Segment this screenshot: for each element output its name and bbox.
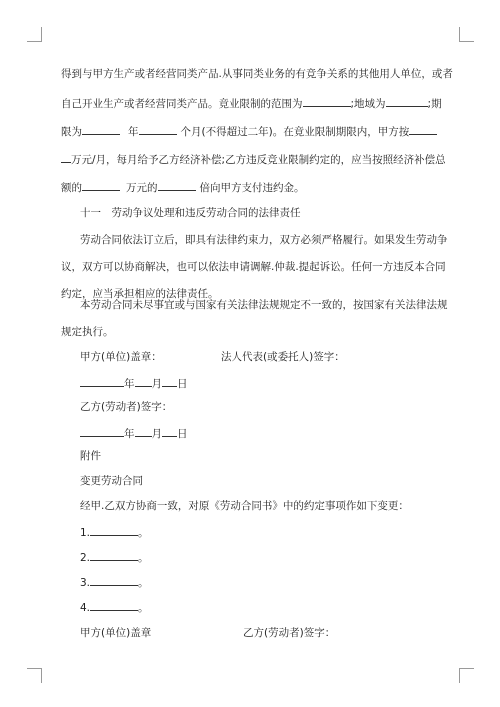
blank-years-field[interactable] [82, 123, 120, 135]
clause-text: ;期 [427, 98, 442, 110]
section-11-paragraph-1-line-2: 议，双方可以协商解决，也可以依法申请调解.仲裁.提起诉讼。任何一方违反本合同 [61, 261, 446, 273]
crop-mark-bottom-right [459, 668, 474, 683]
date-year-field[interactable] [80, 375, 124, 387]
clause-text: 个月(不得超过二年)。在竟业限制期限内，甲方按 [180, 126, 410, 138]
day-label: 日 [177, 378, 188, 390]
date-month-field[interactable] [135, 375, 152, 387]
blank-compensation-rate-field[interactable] [409, 123, 437, 135]
clause-text: 得到与甲方生产或者经营同类产品.从事同类业务的有竞争关系的其他用人单位，或者 [61, 68, 453, 80]
clause-text: 万元的 [126, 182, 158, 194]
party-a-date-line [80, 375, 188, 391]
blank-scope-field[interactable] [303, 95, 351, 107]
clause-text: 年 [128, 126, 139, 138]
change-item-4 [80, 599, 149, 615]
item-number: 3. [80, 577, 91, 589]
appendix-party-b-signature-label: 乙方(劳动者)签字： [243, 627, 336, 639]
date-month-field[interactable] [135, 425, 152, 437]
item-number: 2. [80, 552, 91, 564]
blank-months-field[interactable] [139, 123, 177, 135]
section-11-heading: 十一 劳动争议处理和违反劳动合同的法律责任 [80, 207, 301, 219]
item-number: 1. [80, 527, 91, 539]
blank-region-field[interactable] [386, 95, 428, 107]
day-label: 日 [177, 428, 188, 440]
change-item-1 [80, 524, 149, 540]
clause-line-5 [61, 179, 305, 195]
item-end-mark: 。 [138, 577, 149, 589]
section-11-paragraph-2-line-2: 规定执行。 [61, 326, 114, 338]
item-number: 4. [80, 602, 91, 614]
clause-text: ;地域为 [350, 98, 386, 110]
date-year-field[interactable] [80, 425, 124, 437]
appendix-party-a-seal-label: 甲方(单位)盖章 [80, 627, 152, 639]
month-label: 月 [151, 378, 162, 390]
clause-line-2 [61, 95, 442, 111]
appendix-title: 附件 [80, 450, 101, 462]
party-a-seal-label: 甲方(单位)盖章： [80, 351, 162, 363]
change-item-field[interactable] [90, 524, 138, 536]
clause-line-3 [61, 123, 437, 139]
clause-text: 额的 [61, 182, 82, 194]
clause-line-4 [61, 151, 446, 167]
change-item-field[interactable] [90, 574, 138, 586]
crop-mark-top-left [27, 27, 42, 42]
appendix-subtitle: 变更劳动合同 [80, 475, 143, 487]
month-label: 月 [151, 428, 162, 440]
date-day-field[interactable] [162, 375, 177, 387]
appendix-intro: 经甲.乙双方协商一致，对原《劳动合同书》中的约定事项作如下变更： [80, 500, 409, 512]
date-day-field[interactable] [162, 425, 177, 437]
change-item-field[interactable] [90, 549, 138, 561]
item-end-mark: 。 [138, 552, 149, 564]
clause-text: 万元/月，每月给予乙方经济补偿;乙方违反竞业限制约定的，应当按照经济补偿总 [71, 154, 446, 166]
blank-penalty-multiple-field[interactable] [158, 179, 196, 191]
blank-total-compensation-field[interactable] [82, 179, 120, 191]
clause-text: 限为 [61, 126, 82, 138]
section-11-paragraph-1-line-3: 约定，应当承担相应的法律责任。 [61, 288, 219, 300]
item-end-mark: 。 [138, 602, 149, 614]
item-end-mark: 。 [138, 527, 149, 539]
section-11-paragraph-1-line-1: 劳动合同依法订立后，即具有法律约束力，双方必须严格履行。如果发生劳动争 [80, 234, 448, 246]
change-item-2 [80, 549, 149, 565]
party-b-signature-label: 乙方(劳动者)签字： [80, 401, 173, 413]
year-label: 年 [124, 378, 135, 390]
section-11-paragraph-2-line-1: 本劳动合同未尽事宜或与国家有关法律法规规定不一致的，按国家有关法律法规 [80, 299, 448, 311]
clause-line-1 [61, 67, 453, 81]
clause-text: 自己开业生产或者经营同类产品。竟业限制的范围为 [61, 98, 303, 110]
crop-mark-top-right [459, 27, 474, 42]
party-b-date-line [80, 425, 188, 441]
year-label: 年 [124, 428, 135, 440]
crop-mark-bottom-left [27, 668, 42, 683]
clause-text: 倍向甲方支付违约金。 [199, 182, 305, 194]
change-item-field[interactable] [90, 599, 138, 611]
legal-representative-signature-label: 法人代表(或委托人)签字： [221, 351, 345, 363]
blank-compensation-amount-field[interactable] [61, 151, 71, 163]
change-item-3 [80, 574, 149, 590]
